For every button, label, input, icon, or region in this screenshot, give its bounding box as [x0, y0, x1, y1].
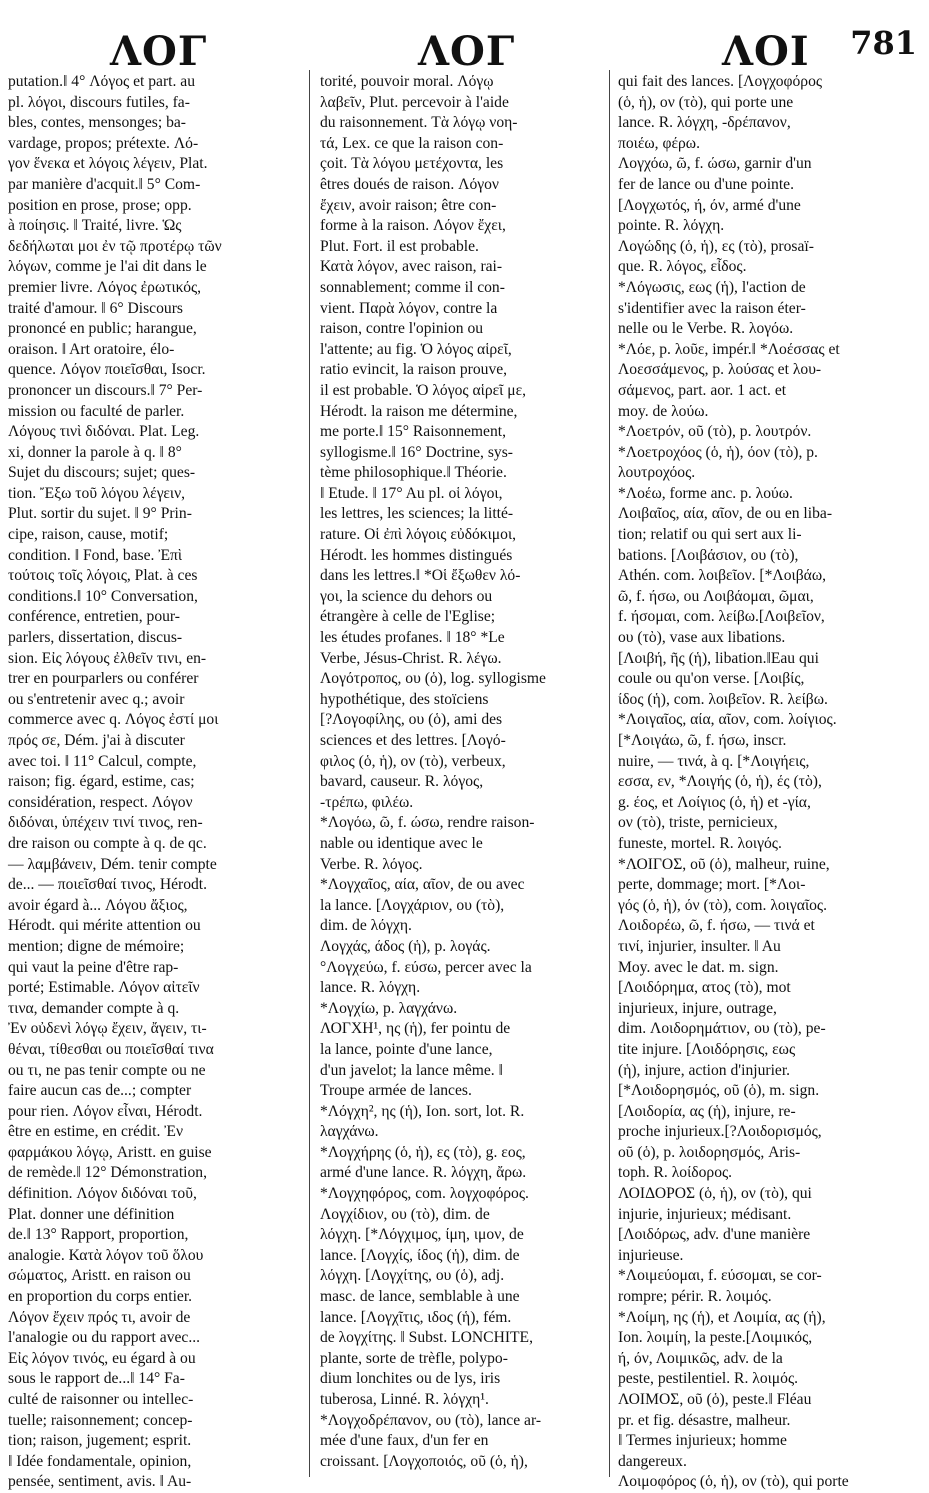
entry-line: trer en pourparlers ou conférer [8, 670, 199, 688]
entry-line: mée d'une faux, d'un fer en [320, 1432, 489, 1450]
entry-line: avec toi. ‖ 11° Calcul, compte, [8, 752, 197, 770]
entry-line: *Λοετρόν, οῦ (τὸ), p. λουτρόν. [618, 423, 812, 441]
entry-line: de λογχίτης. ‖ Subst. LONCHITE, [320, 1329, 533, 1347]
entry-line: [Λοιδορία, ας (ἡ), injure, re- [618, 1102, 796, 1120]
entry-line: (ἡ), injure, action d'injurier. [618, 1061, 791, 1079]
entry-line: vient. Παρὰ λόγον, contre la [320, 299, 498, 317]
entry-line: perte, dommage; mort. [*Λοι- [618, 876, 806, 894]
entry-line: λόγχη. [*Λόγχιμος, ίμη, ιμον, de [320, 1226, 524, 1244]
entry-line: l'attente; au fig. Ὁ λόγος αἱρεῖ, [320, 340, 512, 358]
entry-line: fer de lance ou d'une pointe. [618, 175, 795, 193]
entry-line: porté; Estimable. Λόγον αἰτεῖν [8, 979, 200, 997]
entry-line: injurieuse. [618, 1246, 684, 1264]
entry-line: Λογότροπος, ου (ὁ), log. syllogisme [320, 670, 546, 688]
entry-line: plante, sorte de trèfle, polypo- [320, 1349, 508, 1367]
entry-line: dangereux. [618, 1452, 687, 1470]
entry-line: dre raison ou compte à q. de qc. [8, 834, 207, 852]
entry-line: θέναι, τίθεσθαι ou ποιεῖσθαί τινα [8, 1040, 214, 1058]
entry-line: φαρμάκου λόγῳ, Aristt. en guise [8, 1143, 212, 1161]
entry-line: *Λοετροχόος (ὁ, ἡ), όον (τὸ), p. [618, 443, 818, 461]
entry-line: Hérodt. les hommes distingués [320, 546, 513, 564]
entry-line: Λογχίδιον, ου (τὸ), dim. de [320, 1205, 490, 1223]
entry-line: Verbe. R. λόγος. [320, 855, 423, 873]
entry-line: Λοιμοφόρος (ὁ, ἡ), ον (τὸ), qui porte [618, 1473, 849, 1491]
entry-line: τινα, demander compte à q. [8, 999, 180, 1017]
entry-line: Κατὰ λόγον, avec raison, rai- [320, 258, 503, 276]
running-head-left: ΛΟΓ [110, 28, 208, 75]
entry-line: nable ou identique avec le [320, 834, 483, 852]
entry-line: ου (τὸ), vase aux libations. [618, 629, 786, 647]
entry-line: Λόγους τινὶ διδόναι. Plat. Leg. [8, 423, 200, 441]
entry-line: raison, contre l'opinion ou [320, 320, 484, 338]
entry-line: vardage, propos; prétexte. Λό- [8, 134, 199, 152]
entry-line: que. R. λόγος, εἶδος. [618, 258, 747, 276]
entry-line: Verbe, Jésus-Christ. R. λέγω. [320, 649, 502, 667]
entry-line: condition. ‖ Fond, base. Ἐπὶ [8, 546, 183, 564]
entry-line: [?Λογοφίλης, ου (ὁ), ami des [320, 711, 503, 729]
entry-line: xi, donner la parole à q. ‖ 8° [8, 443, 182, 461]
entry-line: Λοιδορέω, ῶ, f. ήσω, — τινά et [618, 917, 815, 935]
entry-line: Hérodt. qui mérite attention ou [8, 917, 201, 935]
entry-line: les lettres, les sciences; la litté- [320, 505, 514, 523]
entry-line: s'identifier avec la raison éter- [618, 299, 806, 317]
entry-line: tuberosa, Linné. R. λόγχη¹. [320, 1391, 489, 1408]
entry-line: °Λογχεύω, f. εύσω, percer avec la [320, 958, 532, 976]
entry-line: -τρέπω, φιλέω. [320, 793, 414, 811]
entry-line: Athén. com. λοιβεῖον. [*Λοιβάω, [618, 567, 826, 585]
entry-line: analogie. Κατὰ λόγον τοῦ ὅλου [8, 1246, 204, 1264]
entry-line: φιλος (ὁ, ἡ), ον (τὸ), verbeux, [320, 752, 506, 770]
entry-line: δεδήλωται μοι ἐν τῷ προτέρῳ τῶν [8, 237, 222, 255]
entry-line: en proportion du corps entier. [8, 1288, 193, 1306]
entry-line: traité d'amour. ‖ 6° Discours [8, 299, 183, 317]
entry-line: l'analogie ou du rapport avec... [8, 1329, 201, 1347]
entry-line: *Λογχαῖος, αία, αῖον, de ou avec [320, 876, 525, 894]
entry-line: il est probable. Ὁ λόγος αἱρεῖ με, [320, 381, 527, 399]
entry-line: dim. de λόγχη. [320, 917, 412, 935]
entry-line: définition. Λόγον διδόναι τοῦ, [8, 1185, 197, 1203]
entry-line: toph. R. λοίδορος. [618, 1164, 733, 1182]
entry-line: masc. de lance, semblable à une [320, 1288, 520, 1306]
entry-line: pr. et fig. désastre, malheur. [618, 1411, 791, 1429]
entry-line: injurieux, injure, outrage, [618, 999, 777, 1017]
entry-line: ‖ Idée fondamentale, opinion, [8, 1452, 192, 1470]
entry-line: tion. Ἔξω τοῦ λόγου λέγειν, [8, 484, 186, 502]
entry-line: ίδος (ἡ), com. λοιβεῖον. R. λείβω. [618, 690, 828, 708]
entry-line: lance. R. λόγχη. [320, 979, 421, 997]
entry-line: γοι, la science du dehors ou [320, 587, 493, 605]
entry-line: — λαμβάνειν, Dém. tenir compte [8, 855, 217, 873]
column-right [618, 72, 910, 1491]
entry-line: [Λογχωτός, ή, όν, armé d'une [618, 196, 801, 214]
entry-line: τινί, injurier, insulter. ‖ Au [618, 937, 781, 955]
entry-line: Εἰς λόγον τινός, eu égard à ou [8, 1349, 196, 1367]
entry-line: ποιέω, φέρω. [618, 134, 700, 152]
entry-line: pl. λόγοι, discours futiles, fa- [8, 93, 190, 111]
entry-line: ‖ Etude. ‖ 17° Au pl. οἱ λόγοι, [320, 484, 503, 502]
entry-line: avoir égard à... Λόγου ἄξιος, [8, 896, 188, 914]
entry-line: σάμενος, part. aor. 1 act. et [618, 381, 787, 399]
entry-line: *ΛΟΙΓΟΣ, οῦ (ὁ), malheur, ruine, [618, 855, 830, 873]
entry-line: ratio evincit, la raison prouve, [320, 361, 508, 379]
entry-line: f. ήσομαι, com. λείβω.[Λοιβεῖον, [618, 608, 825, 626]
entry-line: οῦ (ὁ), p. λοιδορησμός, Aris- [618, 1143, 801, 1161]
entry-line: rompre; périr. R. λοιμός. [618, 1288, 772, 1306]
entry-line: *Λογχοδρέπανον, ου (τὸ), lance ar- [320, 1411, 542, 1429]
entry-line: faire aucun cas de...; compter [8, 1082, 192, 1100]
entry-line: (ὁ, ἡ), ον (τὸ), qui porte une [618, 93, 794, 111]
entry-line: [Λοιδόρως, adv. d'une manière [618, 1226, 811, 1244]
entry-line: Λόγον ἔχειν πρός τι, avoir de [8, 1308, 191, 1326]
entry-line: τούτοις τοῖς λόγοις, Plat. à ces [8, 567, 198, 585]
entry-line: *Λογχήρης (ὁ, ἡ), ες (τὸ), g. εος, [320, 1143, 526, 1161]
entry-line: *Λόγωσις, εως (ἡ), l'action de [618, 278, 806, 296]
entry-line: de... — ποιεῖσθαί τινος, Hérodt. [8, 876, 208, 894]
entry-line: Plut. Fort. il est probable. [320, 237, 479, 255]
entry-line: moy. de λούω. [618, 402, 709, 420]
entry-line: nuire, — τινά, à q. [*Λοιγήεις, [618, 752, 810, 770]
entry-line: croissant. [Λογχοποιός, οῦ (ὁ, ἡ), [320, 1452, 528, 1470]
entry-line: proche injurieux.[?Λοιδορισμός, [618, 1123, 822, 1141]
entry-line: coule ou qu'on verse. [Λοιβίς, [618, 670, 805, 688]
entry-line: d'un javelot; la lance même. ‖ [320, 1061, 503, 1079]
entry-line: armé d'une lance. R. λόγχη, ἄρω. [320, 1164, 527, 1182]
entry-line: oraison. ‖ Art oratoire, élo- [8, 340, 175, 358]
column-middle [320, 72, 602, 1475]
running-head-right: ΛΟΙ [722, 28, 810, 75]
entry-line: Plut. sortir du sujet. ‖ 9° Prin- [8, 505, 192, 523]
entry-line: Λοιβαῖος, αία, αῖον, de ou en liba- [618, 505, 833, 523]
entry-line: ῶ, f. ήσω, ou Λοιβάομαι, ῶμαι, [618, 587, 814, 605]
entry-line: sonnablement; comme il con- [320, 278, 505, 296]
entry-line: les études profanes. ‖ 18° *Le [320, 629, 505, 647]
entry-line: Hérodt. la raison me détermine, [320, 402, 518, 420]
entry-line: à ποίησις. ‖ Traité, livre. Ὡς [8, 217, 182, 235]
entry-line: διδόναι, ὑπέχειν τινί τινος, ren- [8, 814, 203, 832]
entry-line: *Λόγχη², ης (ἡ), Ion. sort, lot. R. [320, 1102, 525, 1120]
entry-line: de remède.‖ 12° Démonstration, [8, 1164, 207, 1182]
entry-line: parlers, dissertation, discus- [8, 629, 183, 647]
entry-line: tion; raison, jugement; esprit. [8, 1432, 192, 1450]
entry-line: sciences et des lettres. [Λογό- [320, 732, 506, 749]
column-left [8, 72, 298, 1491]
column-divider [309, 70, 310, 1477]
column-divider [609, 70, 610, 1477]
entry-line: ή, όν, Λοιμικῶς, adv. de la [618, 1349, 783, 1367]
entry-line: quence. Λόγον ποιεῖσθαι, Isocr. [8, 361, 206, 379]
entry-line: étrangère à celle de l'Eglise; [320, 608, 496, 626]
entry-line: πρός σε, Dém. j'ai à discuter [8, 732, 185, 749]
entry-line: ον (τὸ), triste, pernicieux, [618, 814, 778, 832]
entry-line: lance. R. λόγχη, -δρέπανον, [618, 114, 791, 132]
entry-line: prononcé en public; harangue, [8, 320, 197, 338]
entry-line: ἔχειν, avoir raison; être con- [320, 196, 497, 214]
entry-line: ou s'entretenir avec q.; avoir [8, 690, 185, 708]
entry-line: syllogisme.‖ 16° Doctrine, sys- [320, 443, 513, 461]
entry-line: g. έος, et Λοίγιος (ὁ, ἡ) et -γία, [618, 793, 811, 811]
entry-line: commerce avec q. Λόγος ἐστί μοι [8, 711, 219, 729]
entry-line: cipe, raison, cause, motif; [8, 526, 169, 544]
entry-line: *Λόε, p. λοῦε, impér.‖ *Λοέσσας et [618, 340, 840, 358]
entry-line: forme à la raison. Λόγον ἔχει, [320, 217, 506, 235]
entry-line: σώματος, Aristt. en raison ou [8, 1267, 191, 1285]
entry-line: Moy. avec le dat. m. sign. [618, 958, 779, 976]
entry-line: *Λογχηφόρος, com. λογχοφόρος. [320, 1185, 529, 1203]
entry-line: sous le rapport de...‖ 14° Fa- [8, 1370, 185, 1388]
running-head-center: ΛΟΓ [418, 28, 516, 75]
entry-line: λόγων, comme je l'ai dit dans le [8, 258, 207, 276]
entry-line: dans les lettres.‖ *Οἱ ἔξωθεν λό- [320, 567, 521, 585]
entry-line: torité, pouvoir moral. Λόγῳ [320, 73, 494, 90]
entry-line: sion. Εἰς λόγους ἐλθεῖν τινι, en- [8, 649, 207, 667]
entry-line: hypothétique, des stoïciens [320, 690, 489, 708]
entry-line: de.‖ 13° Rapport, proportion, [8, 1226, 189, 1244]
entry-line: [*Λοιγάω, ῶ, f. ήσω, inscr. [618, 732, 787, 749]
entry-line: injurie, injurieux; médisant. [618, 1205, 792, 1223]
entry-line: prononcer un discours.‖ 7° Per- [8, 381, 203, 399]
entry-line: Ἐν οὐδενὶ λόγῳ ἔχειν, ἄγειν, τι- [8, 1020, 207, 1038]
entry-line: mission ou faculté de parler. [8, 402, 185, 420]
entry-line: bles, contes, mensonges; ba- [8, 114, 186, 132]
entry-line: [Λοιδόρημα, ατος (τὸ), mot [618, 979, 791, 997]
entry-line: ou τι, ne pas tenir compte ou ne [8, 1061, 206, 1079]
entry-line: premier livre. Λόγος ἐρωτικός, [8, 278, 202, 296]
entry-line: tème philosophique.‖ Théorie. [320, 464, 507, 482]
entry-line: [Λοιβή, ῆς (ἡ), libation.‖Eau qui [618, 649, 819, 667]
entry-line: pointe. R. λόγχη. [618, 217, 725, 235]
entry-line: γον ἕνεκα et λόγοις λέγειν, Plat. [8, 155, 208, 173]
entry-line: λουτροχόος. [618, 464, 696, 482]
entry-line: ‖ Termes injurieux; homme [618, 1432, 787, 1450]
entry-line: conférence, entretien, pour- [8, 608, 180, 626]
entry-line: peste, pestilentiel. R. λοιμός. [618, 1370, 799, 1388]
entry-line: τά, Lex. ce que la raison con- [320, 134, 504, 152]
entry-line: bavard, causeur. R. λόγος, [320, 773, 484, 791]
entry-line: pensée, sentiment, avis. ‖ Au- [8, 1473, 192, 1491]
entry-line: λαβεῖν, Plut. percevoir à l'aide [320, 93, 509, 111]
entry-line: lance. [Λογχῖτις, ιδος (ἡ), fém. [320, 1308, 512, 1326]
entry-line: la lance. [Λογχάριον, ου (τὸ), [320, 896, 505, 914]
entry-line: çoit. Τὰ λόγου μετέχοντα, les [320, 155, 504, 173]
entry-line: Λογώδης (ὁ, ἡ), ες (τὸ), prosaï- [618, 237, 814, 255]
entry-line: nelle ou le Verbe. R. λογόω. [618, 320, 794, 338]
entry-line: conditions.‖ 10° Conversation, [8, 587, 198, 605]
entry-line: qui vaut la peine d'être rap- [8, 958, 179, 976]
entry-line: être en estime, en crédit. Ἐν [8, 1123, 184, 1141]
entry-line: Troupe armée de lances. [320, 1082, 472, 1100]
entry-line: considération, respect. Λόγον [8, 793, 193, 811]
entry-line: Ion. λοιμίη, la peste.[Λοιμικός, [618, 1329, 813, 1347]
entry-line: *Λοέω, forme anc. p. λούω. [618, 484, 793, 502]
entry-line: *Λοιμεύομαι, f. εύσομαι, se cor- [618, 1267, 822, 1285]
entry-line: Λογχάς, άδος (ἡ), p. λογάς. [320, 937, 491, 955]
entry-line: *Λοίμη, ης (ἡ), et Λοιμία, ας (ἡ), [618, 1308, 826, 1326]
entry-line: qui fait des lances. [Λογχοφόρος [618, 73, 823, 90]
entry-line: [*Λοιδορησμός, οῦ (ὁ), m. sign. [618, 1082, 820, 1100]
entry-line: Sujet du discours; sujet; ques- [8, 464, 196, 482]
entry-line: mention; digne de mémoire; [8, 937, 185, 955]
page-number: 781 [850, 24, 917, 62]
entry-line: dium lonchites ou de lys, iris [320, 1370, 501, 1388]
entry-line: γός (ὁ, ἡ), όν (τὸ), com. λοιγαῖος. [618, 896, 828, 914]
entry-line: la lance, pointe d'une lance, [320, 1040, 493, 1058]
entry-line: culté de raisonner ou intellec- [8, 1391, 194, 1408]
entry-line: bations. [Λοιβάσιον, ου (τὸ), [618, 546, 799, 564]
entry-line: rature. Οἱ ἐπὶ λόγοις εὐδόκιμοι, [320, 526, 517, 544]
entry-line: tuelle; raisonnement; concep- [8, 1411, 193, 1429]
entry-line: λόγχη. [Λογχίτης, ου (ὁ), adj. [320, 1267, 505, 1285]
entry-line: me porte.‖ 15° Raisonnement, [320, 423, 507, 441]
entry-line: ΛΟΙΜΟΣ, οῦ (ὁ), peste.‖ Fléau [618, 1391, 812, 1408]
entry-line: par manière d'acquit.‖ 5° Com- [8, 175, 201, 193]
entry-line: du raisonnement. Τὰ λόγῳ νοη- [320, 114, 518, 132]
entry-line: Plat. donner une définition [8, 1205, 175, 1223]
entry-line: putation.‖ 4° Λόγος et part. au [8, 73, 195, 90]
entry-line: *Λογχίω, p. λαγχάνω. [320, 999, 458, 1017]
entry-line: Λοεσσάμενος, p. λούσας et λου- [618, 361, 822, 379]
entry-line: tite injure. [Λοιδόρησις, εως [618, 1040, 796, 1058]
entry-line: *Λοιγαῖος, αία, αῖον, com. λοίγιος. [618, 711, 837, 729]
entry-line: raison; fig. égard, estime, cas; [8, 773, 195, 791]
entry-line: êtres doués de raison. Λόγον [320, 175, 499, 193]
entry-line: dim. Λοιδορημάτιον, ου (τὸ), pe- [618, 1020, 826, 1038]
entry-line: λαγχάνω. [320, 1123, 379, 1141]
entry-line: ΛΟΙΔΟΡΟΣ (ὁ, ἡ), ον (τὸ), qui [618, 1185, 812, 1203]
entry-line: position en prose, prose; opp. [8, 196, 192, 214]
entry-line: *Λογόω, ῶ, f. ώσω, rendre raison- [320, 814, 535, 832]
entry-line: εσσα, εν, *Λοιγής (ὁ, ἡ), ές (τὸ), [618, 773, 822, 791]
entry-line: tion; relatif ou qui sert aux li- [618, 526, 802, 544]
entry-line: lance. [Λογχίς, ίδος (ἡ), dim. de [320, 1246, 520, 1264]
entry-line: ΛΟΓΧΗ¹, ης (ἡ), fer pointu de [320, 1020, 511, 1038]
entry-line: funeste, mortel. R. λοιγός. [618, 834, 782, 852]
entry-line: pour rien. Λόγον εἶναι, Hérodt. [8, 1102, 203, 1120]
entry-line: Λογχόω, ῶ, f. ώσω, garnir d'un [618, 155, 812, 173]
